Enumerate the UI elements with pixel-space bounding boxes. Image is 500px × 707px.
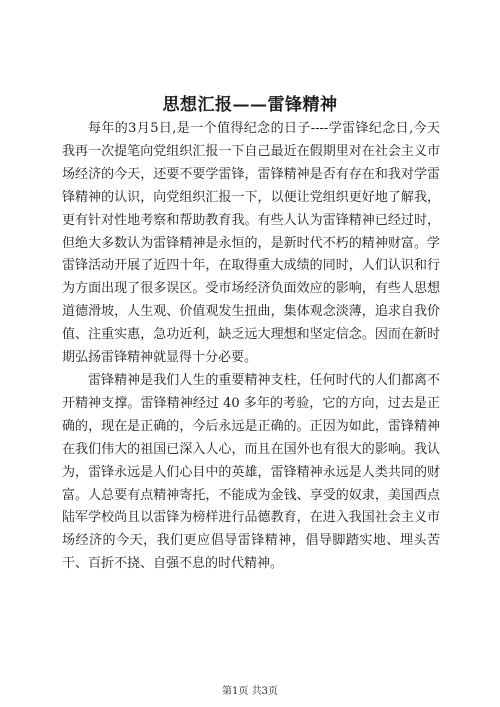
paragraph-2: 雷锋精神是我们人生的重要精神支柱，任何时代的人们都离不开精神支撑。雷锋精神经过 40 多年的考验，它的方向，过去是正确的，现在是正确的，今后永远是正确的。正因为如此，雷锋精神在我们伟大的祖国已深入人心，而且在国外也有很大的影响。我认为，雷锋永远是人们心目中的英雄，雷锋精神永远是人类共同的财富。人总要有点精神寄托，不能成为金钱、享受的奴隶，美国西点陆军学校尚且以雷锋为榜样进行品德教育，在进入我国社会主义市场经济的今天，我们更应倡导雷锋精神，倡导脚踏实地、埋头苦干、百折不挠、自强不息的时代精神。 bbox=[62, 372, 440, 572]
page-footer: 第1页 共3页 bbox=[222, 686, 278, 697]
document-body bbox=[62, 118, 440, 576]
document-title: 思想汇报——雷锋精神 bbox=[162, 95, 338, 115]
paragraph-1: 每年的3月5日,是一个值得纪念的日子----学雷锋纪念日,今天我再一次提笔向党组织汇报一下自己最近在假期里对在社会主义市场经济的今天，还要不要学雷锋，雷锋精神是否有存在和我对学雷锋精神的认识，向党组织汇报一下，以便让党组织更好地了解我，更有针对性地考察和帮助教育我。有些人认为雷锋精神已经过时，但绝大多数认为雷锋精神是永恒的，是新时代不朽的精神财富。学雷锋活动开展了近四十年，在取得重大成绩的同时，人们认识和行为方面出现了很多误区。受市场经济负面效应的影响，有些人思想道德滑坡，人生观、价值观发生扭曲，集体观念淡薄，追求自我价值、注重实惠，急功近利，缺乏远大理想和坚定信念。因而在新时期弘扬雷锋精神就显得十分必要。 bbox=[62, 121, 440, 366]
